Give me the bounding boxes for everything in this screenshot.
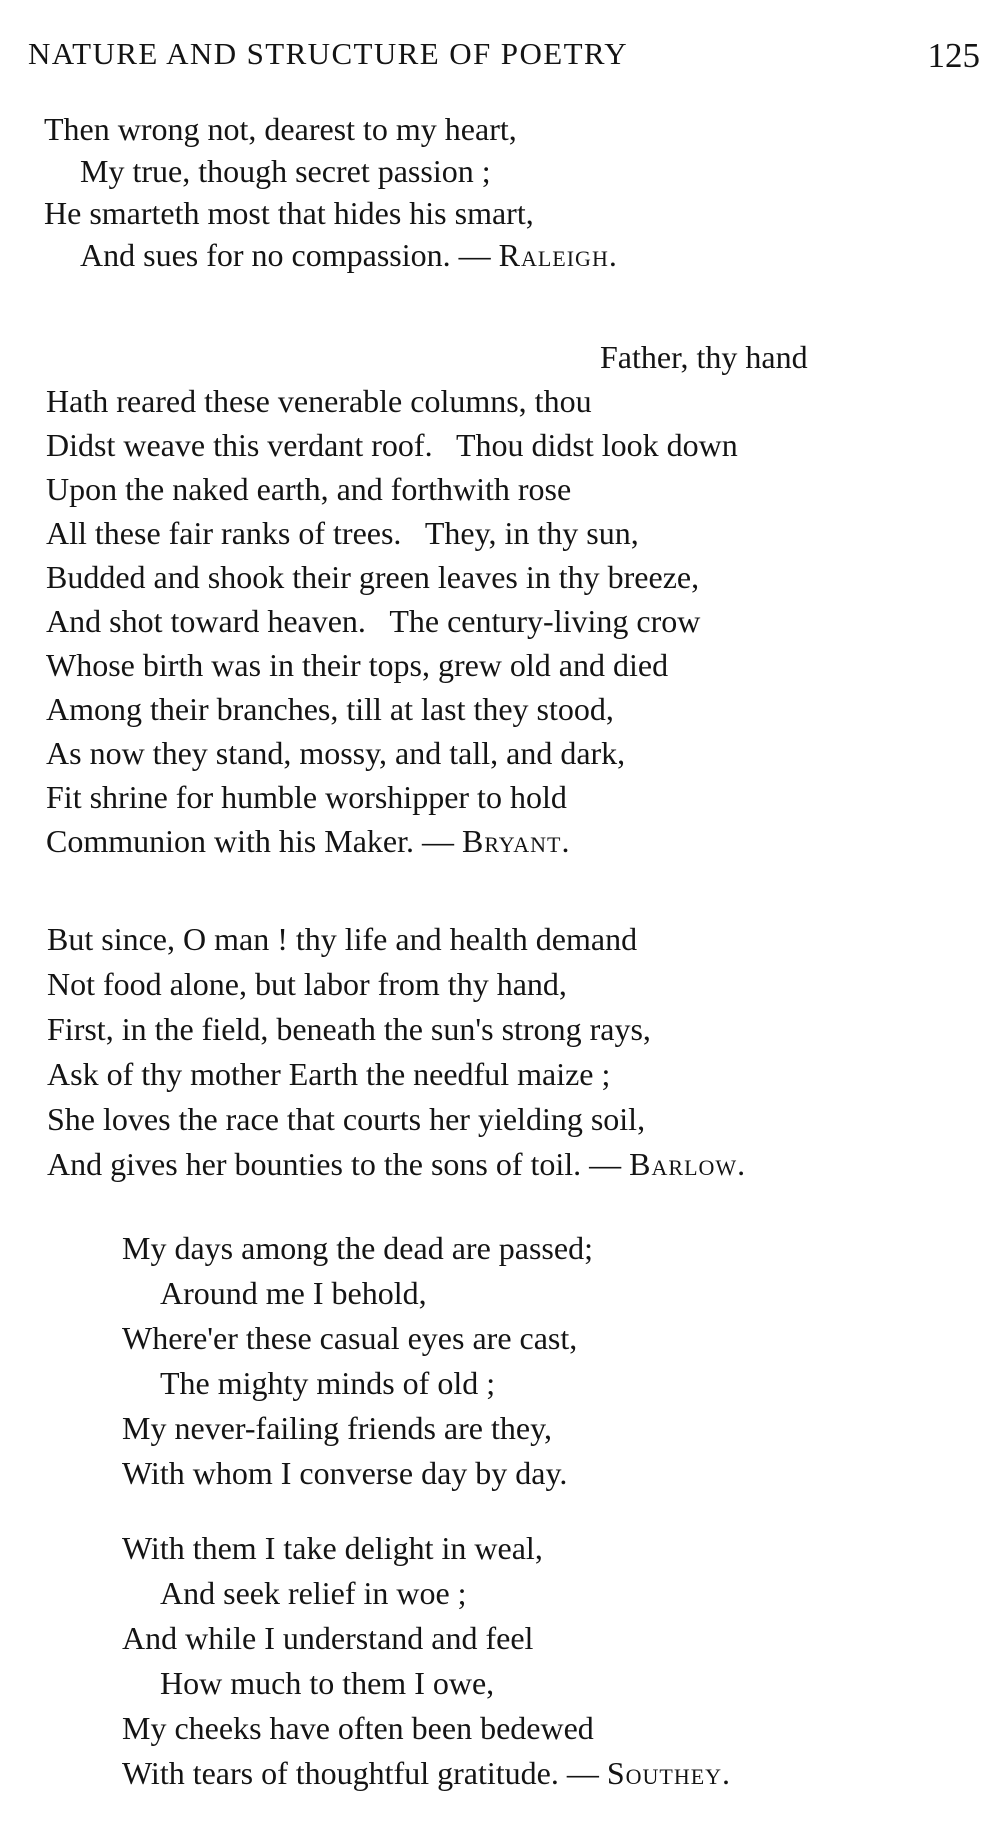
verse-line: Around me I behold, <box>160 1275 427 1311</box>
verse-line: But since, O man ! thy life and health demand <box>47 921 638 957</box>
verse-line: The mighty minds of old ; <box>160 1365 496 1401</box>
running-head <box>28 36 980 88</box>
verse-line: All these fair ranks of trees. They, in thy sun, <box>46 515 639 551</box>
verse-text: Communion with his Maker. — <box>46 823 462 859</box>
verse-line-attributed <box>46 820 570 862</box>
verse-line: As now they stand, mossy, and tall, and dark, <box>46 735 626 771</box>
page-number: 125 <box>927 36 980 75</box>
verse-line: With them I take delight in weal, <box>122 1530 543 1566</box>
verse-line-attributed <box>122 1752 731 1794</box>
verse-line: Upon the naked earth, and forthwith rose <box>46 471 572 507</box>
verse-line: Not food alone, but labor from thy hand, <box>47 966 567 1002</box>
author-attribution: Bryant. <box>462 823 571 859</box>
verse-line: Budded and shook their green leaves in thy breeze, <box>46 559 700 595</box>
verse-line: My true, though secret passion ; <box>80 153 491 189</box>
verse-line: And while I understand and feel <box>122 1620 534 1656</box>
verse-line: How much to them I owe, <box>160 1665 495 1701</box>
verse-text: And gives her bounties to the sons of toil. — <box>47 1146 630 1182</box>
verse-line: My cheeks have often been bedewed <box>122 1710 594 1746</box>
author-attribution: Barlow. <box>629 1146 747 1182</box>
verse-text: And sues for no compassion. — <box>80 237 499 273</box>
verse-line-attributed <box>80 234 618 276</box>
verse-line: Where'er these casual eyes are cast, <box>122 1320 578 1356</box>
verse-line: He smarteth most that hides his smart, <box>44 195 534 231</box>
verse-line: Hath reared these venerable columns, thou <box>46 383 592 419</box>
verse-text: With tears of thoughtful gratitude. — <box>122 1755 607 1791</box>
verse-line: Then wrong not, dearest to my heart, <box>44 111 517 147</box>
verse-line: And seek relief in woe ; <box>160 1575 467 1611</box>
author-attribution: Raleigh. <box>498 237 618 273</box>
verse-line: And shot toward heaven. The century-living crow <box>46 603 701 639</box>
verse-line-attributed <box>47 1143 746 1185</box>
verse-line: Whose birth was in their tops, grew old and died <box>46 647 669 683</box>
verse-line: My days among the dead are passed; <box>122 1230 593 1266</box>
verse-line: With whom I converse day by day. <box>122 1455 568 1491</box>
verse-line: Didst weave this verdant roof. Thou didst look down <box>46 427 738 463</box>
verse-line: First, in the field, beneath the sun's strong rays, <box>47 1011 651 1047</box>
running-title: NATURE AND STRUCTURE OF POETRY <box>28 36 629 71</box>
verse-line: Among their branches, till at last they stood, <box>46 691 614 727</box>
author-attribution: Southey. <box>606 1755 732 1791</box>
verse-line: Ask of thy mother Earth the needful maize ; <box>47 1056 611 1092</box>
verse-line: Father, thy hand <box>600 339 808 375</box>
verse-line: Fit shrine for humble worshipper to hold <box>46 779 567 815</box>
verse-line: She loves the race that courts her yielding soil, <box>47 1101 646 1137</box>
verse-line: My never-failing friends are they, <box>122 1410 552 1446</box>
